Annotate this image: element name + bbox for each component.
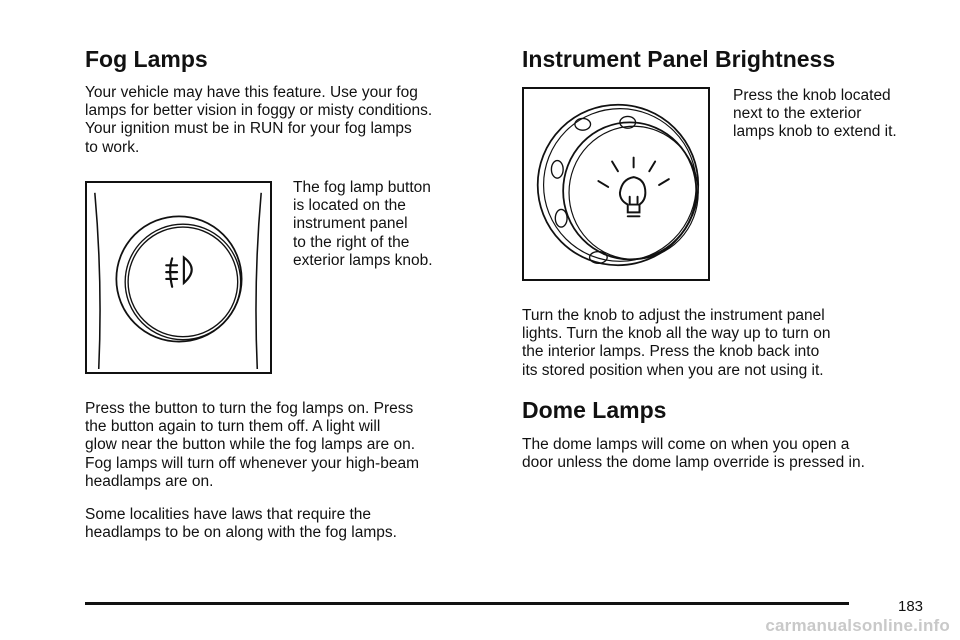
watermark: carmanualsonline.info — [765, 616, 950, 635]
fog-lamps-laws-text: Some localities have laws that require the headlamps to be on along with the fog lamps. — [85, 506, 397, 542]
fog-lamp-button-drawing — [87, 183, 270, 372]
fog-lamps-heading: Fog Lamps — [85, 46, 208, 72]
brightness-knob-usage-text: Turn the knob to adjust the instrument panel lights. Turn the knob all the way up to turn on the interior lamps. Press the knob back into its stored position when you are not using it. — [522, 307, 831, 379]
dashboard-light-icon — [598, 158, 668, 217]
brightness-knob-caption: Press the knob located next to the exterior lamps knob to extend it. — [733, 87, 897, 141]
fog-lamps-intro: Your vehicle may have this feature. Use your fog lamps for better vision in foggy or misty conditions. Your ignition must be in RUN for your fog lamps to work. — [85, 84, 433, 156]
fog-lamp-button-illustration — [85, 181, 272, 374]
instrument-panel-brightness-heading: Instrument Panel Brightness — [522, 46, 836, 72]
fog-lamp-button-caption: The fog lamp button is located on the instrument panel to the right of the exterior lamps knob. — [293, 179, 433, 269]
brightness-knob-illustration — [522, 87, 710, 281]
brightness-knob-drawing — [524, 89, 708, 279]
dome-lamps-text: The dome lamps will come on when you open a door unless the dome lamp override is pressed in. — [522, 436, 865, 472]
dome-lamps-heading: Dome Lamps — [522, 397, 667, 423]
page-number: 183 — [898, 598, 924, 615]
fog-lamp-icon — [166, 257, 191, 286]
footer-rule — [85, 602, 849, 605]
fog-lamps-usage-text: Press the button to turn the fog lamps on. Press the button again to turn them off. A light will glow near the button while the fog lamps are on. Fog lamps will turn off whenever your high-beam headlamps are on. — [85, 400, 419, 490]
